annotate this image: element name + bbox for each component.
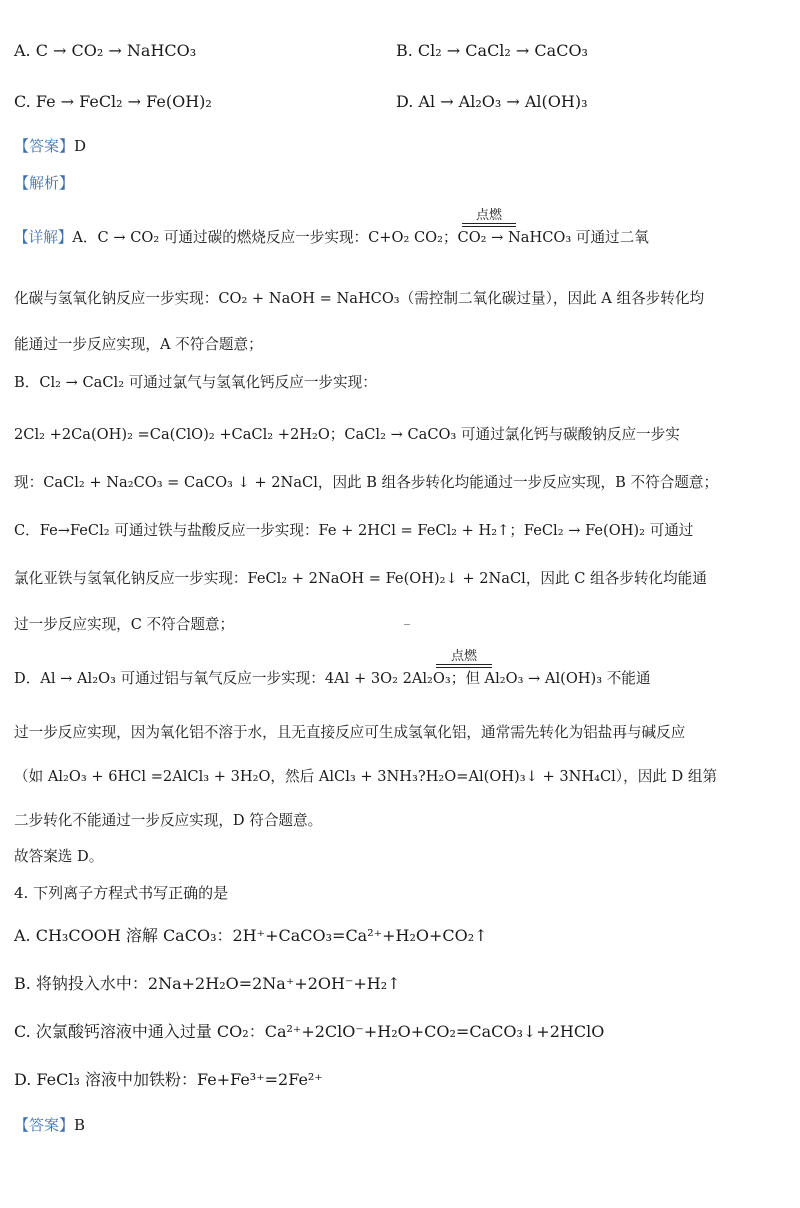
detail-line-3: 能通过一步反应实现，A 不符合题意； bbox=[14, 336, 263, 353]
q4-option-c: C. 次氯酸钙溶液中通入过量 CO₂：Ca²⁺+2ClO⁻+H₂O+CO₂=CaCO₃↓+2HClO bbox=[14, 1022, 605, 1041]
q3-option-a: A. C → CO₂ → NaHCO₃ bbox=[14, 41, 197, 60]
detail-line-12: （如 Al₂O₃ + 6HCl =2AlCl₃ + 3H₂O，然后 AlCl₃ + 3NH₃?H₂O=Al(OH)₃↓ + 3NH₄Cl），因此 D 组第 bbox=[14, 768, 718, 785]
ignite-label-2: 点燃 bbox=[450, 649, 477, 664]
q4-option-a: A. CH₃COOH 溶解 CaCO₃：2H⁺+CaCO₃=Ca²⁺+H₂O+CO₂↑ bbox=[14, 926, 488, 945]
ignite-condition-2 bbox=[436, 650, 492, 668]
equals-bar-2 bbox=[436, 664, 492, 668]
q3-option-c: C. Fe → FeCl₂ → Fe(OH)₂ bbox=[14, 92, 212, 111]
q3-option-d: D. Al → Al₂O₃ → Al(OH)₃ bbox=[396, 92, 588, 111]
detail-line-7: C．Fe→FeCl₂ 可通过铁与盐酸反应一步实现：Fe + 2HCl = FeCl₂ + H₂↑；FeCl₂ → Fe(OH)₂ 可通过 bbox=[14, 522, 694, 539]
detail-line-10: D．Al → Al₂O₃ 可通过铝与氧气反应一步实现：4Al + 3O₂ 2Al₂O₃；但 Al₂O₃ → Al(OH)₃ 不能通 bbox=[14, 670, 651, 687]
ignite-label-1: 点燃 bbox=[475, 208, 502, 223]
analysis-tag: 【解析】 bbox=[14, 174, 75, 192]
q3-analysis-tag bbox=[14, 172, 786, 194]
answer-value: D bbox=[74, 137, 87, 155]
detail-line-5: 2Cl₂ +2Ca(OH)₂ =Ca(ClO)₂ +CaCl₂ +2H₂O；CaCl₂ → CaCO₃ 可通过氯化钙与碳酸钠反应一步实 bbox=[14, 426, 680, 443]
detail-line-9: 过一步反应实现，C 不符合题意； bbox=[14, 616, 235, 633]
detail-tag: 【详解】 bbox=[14, 229, 73, 246]
q3-answer-line bbox=[14, 135, 786, 157]
detail-line-13: 二步转化不能通过一步反应实现，D 符合题意。 bbox=[14, 812, 323, 829]
answer-tag: 【答案】 bbox=[14, 137, 75, 155]
q4-answer-tag: 【答案】 bbox=[14, 1116, 75, 1134]
detail-text-1: A．C → CO₂ 可通过碳的燃烧反应一步实现：C+O₂ CO₂；CO₂ → NaHCO₃ 可通过二氧 bbox=[72, 229, 649, 246]
detail-line-1 bbox=[14, 227, 786, 249]
detail-line-11: 过一步反应实现，因为氧化铝不溶于水，且无直接反应可生成氢氧化铝，通常需先转化为铝盐再与碱反应 bbox=[14, 724, 686, 741]
q4-option-d: D. FeCl₃ 溶液中加铁粉：Fe+Fe³⁺=2Fe²⁺ bbox=[14, 1070, 323, 1089]
ignite-condition-1 bbox=[462, 209, 516, 227]
q4-option-b: B. 将钠投入水中：2Na+2H₂O=2Na⁺+2OH⁻+H₂↑ bbox=[14, 974, 401, 993]
q4-answer-line bbox=[14, 1114, 786, 1136]
q3-option-b: B. Cl₂ → CaCl₂ → CaCO₃ bbox=[396, 41, 588, 60]
detail-line-14: 故答案选 D。 bbox=[14, 848, 104, 865]
detail-line-2: 化碳与氢氧化钠反应一步实现：CO₂ + NaOH = NaHCO₃（需控制二氧化碳过量），因此 A 组各步转化均 bbox=[14, 290, 705, 307]
q4-answer-value: B bbox=[74, 1116, 86, 1134]
detail-line-6: 现：CaCl₂ + Na₂CO₃ = CaCO₃ ↓ + 2NaCl，因此 B 组各步转化均能通过一步反应实现，B 不符合题意； bbox=[14, 474, 719, 491]
detail-line-4: B．Cl₂ → CaCl₂ 可通过氯气与氢氧化钙反应一步实现： bbox=[14, 374, 377, 391]
equals-bar-1 bbox=[462, 223, 516, 227]
detail-line-8: 氯化亚铁与氢氧化钠反应一步实现：FeCl₂ + 2NaOH = Fe(OH)₂↓ + 2NaCl，因此 C 组各步转化均能通 bbox=[14, 570, 707, 587]
q4-stem: 4. 下列离子方程式书写正确的是 bbox=[14, 884, 229, 902]
scan-speck bbox=[404, 624, 410, 625]
